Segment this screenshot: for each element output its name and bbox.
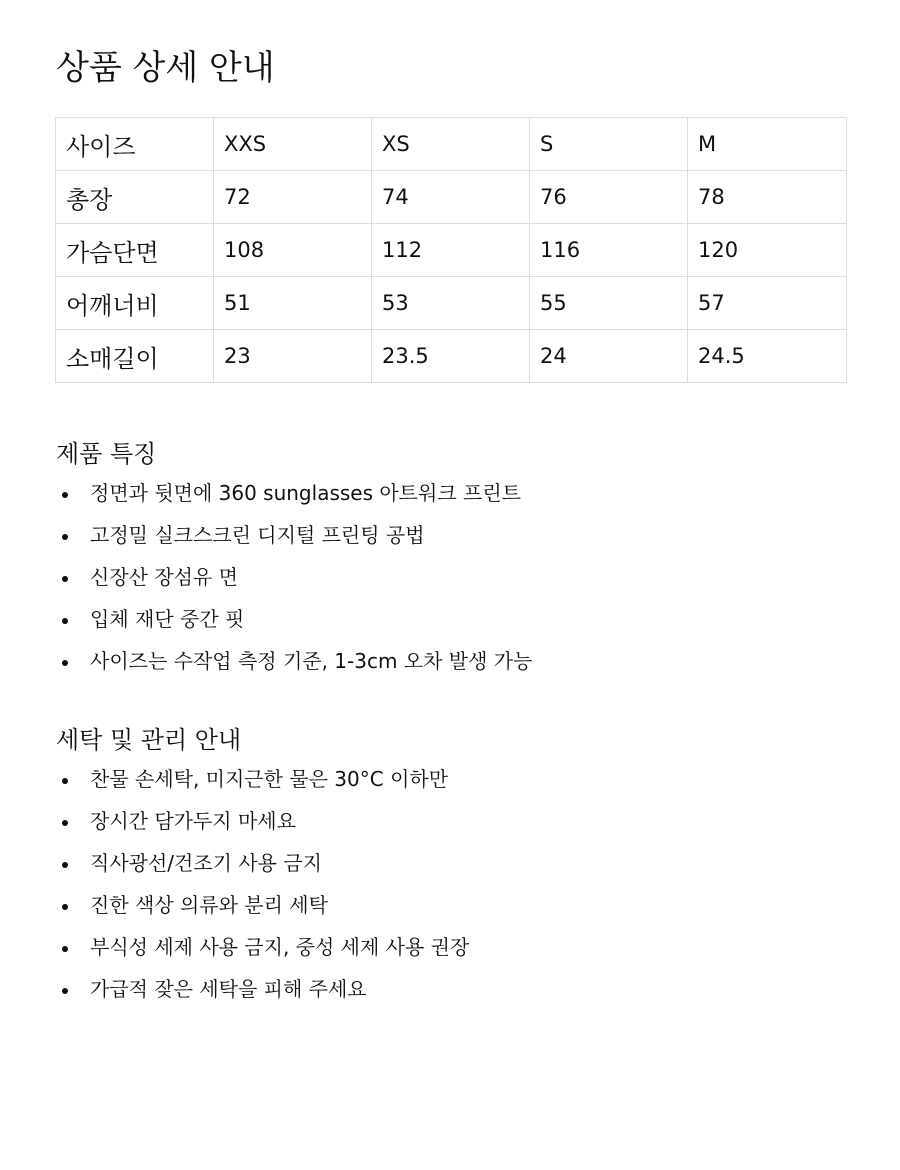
list-item bbox=[56, 886, 856, 928]
bullet-icon bbox=[62, 660, 68, 666]
features-heading: 제품 특징 bbox=[56, 440, 157, 468]
list-item-text: 찬물 손세탁, 미지근한 물은 30°C 이하만 bbox=[90, 767, 449, 791]
row-label: 총장 bbox=[56, 171, 214, 224]
size-cell: 116 bbox=[530, 224, 688, 277]
bullet-icon bbox=[62, 618, 68, 624]
list-item bbox=[56, 600, 856, 642]
page-title: 상품 상세 안내 bbox=[56, 48, 275, 88]
bullet-icon bbox=[62, 820, 68, 826]
size-cell: 76 bbox=[530, 171, 688, 224]
list-item-text: 사이즈는 수작업 측정 기준, 1-3cm 오차 발생 가능 bbox=[90, 649, 533, 673]
bullet-icon bbox=[62, 576, 68, 582]
list-item bbox=[56, 760, 856, 802]
size-cell: 51 bbox=[214, 277, 372, 330]
row-label: 어깨너비 bbox=[56, 277, 214, 330]
list-item bbox=[56, 558, 856, 600]
list-item-text: 진한 색상 의류와 분리 세탁 bbox=[90, 893, 328, 917]
size-row-sleeve-length bbox=[56, 330, 847, 383]
size-cell: 108 bbox=[214, 224, 372, 277]
bullet-icon bbox=[62, 862, 68, 868]
care-list bbox=[56, 760, 856, 1012]
size-row-chest-width bbox=[56, 224, 847, 277]
list-item bbox=[56, 474, 856, 516]
list-item-text: 고정밀 실크스크린 디지털 프린팅 공법 bbox=[90, 523, 425, 547]
size-cell: 23.5 bbox=[372, 330, 530, 383]
list-item-text: 부식성 세제 사용 금지, 중성 세제 사용 권장 bbox=[90, 935, 470, 959]
bullet-icon bbox=[62, 778, 68, 784]
list-item-text: 신장산 장섬유 면 bbox=[90, 565, 238, 589]
row-label: 사이즈 bbox=[56, 118, 214, 171]
size-cell: 78 bbox=[688, 171, 847, 224]
bullet-icon bbox=[62, 534, 68, 540]
size-cell: M bbox=[688, 118, 847, 171]
size-cell: S bbox=[530, 118, 688, 171]
size-cell: 57 bbox=[688, 277, 847, 330]
bullet-icon bbox=[62, 904, 68, 910]
list-item-text: 정면과 뒷면에 360 sunglasses 아트워크 프린트 bbox=[90, 481, 521, 505]
size-cell: 74 bbox=[372, 171, 530, 224]
list-item-text: 직사광선/건조기 사용 금지 bbox=[90, 851, 322, 875]
size-cell: 112 bbox=[372, 224, 530, 277]
list-item bbox=[56, 970, 856, 1012]
size-row-header bbox=[56, 118, 847, 171]
size-cell: 24 bbox=[530, 330, 688, 383]
list-item bbox=[56, 844, 856, 886]
care-heading: 세탁 및 관리 안내 bbox=[56, 726, 242, 754]
size-cell: 120 bbox=[688, 224, 847, 277]
size-cell: 55 bbox=[530, 277, 688, 330]
bullet-icon bbox=[62, 946, 68, 952]
features-section bbox=[56, 438, 856, 684]
list-item-text: 입체 재단 중간 핏 bbox=[90, 607, 245, 631]
size-cell: 53 bbox=[372, 277, 530, 330]
list-item-text: 가급적 잦은 세탁을 피해 주세요 bbox=[90, 977, 367, 1001]
bullet-icon bbox=[62, 492, 68, 498]
bullet-icon bbox=[62, 988, 68, 994]
list-item bbox=[56, 928, 856, 970]
list-item bbox=[56, 642, 856, 684]
row-label: 가슴단면 bbox=[56, 224, 214, 277]
care-section bbox=[56, 724, 856, 1012]
features-list bbox=[56, 474, 856, 684]
row-label: 소매길이 bbox=[56, 330, 214, 383]
size-cell: 23 bbox=[214, 330, 372, 383]
size-row-shoulder-width bbox=[56, 277, 847, 330]
size-cell: 72 bbox=[214, 171, 372, 224]
list-item bbox=[56, 802, 856, 844]
list-item-text: 장시간 담가두지 마세요 bbox=[90, 809, 296, 833]
size-cell: 24.5 bbox=[688, 330, 847, 383]
list-item bbox=[56, 516, 856, 558]
size-cell: XXS bbox=[214, 118, 372, 171]
size-chart-table bbox=[55, 117, 847, 383]
size-row-total-length bbox=[56, 171, 847, 224]
size-cell: XS bbox=[372, 118, 530, 171]
